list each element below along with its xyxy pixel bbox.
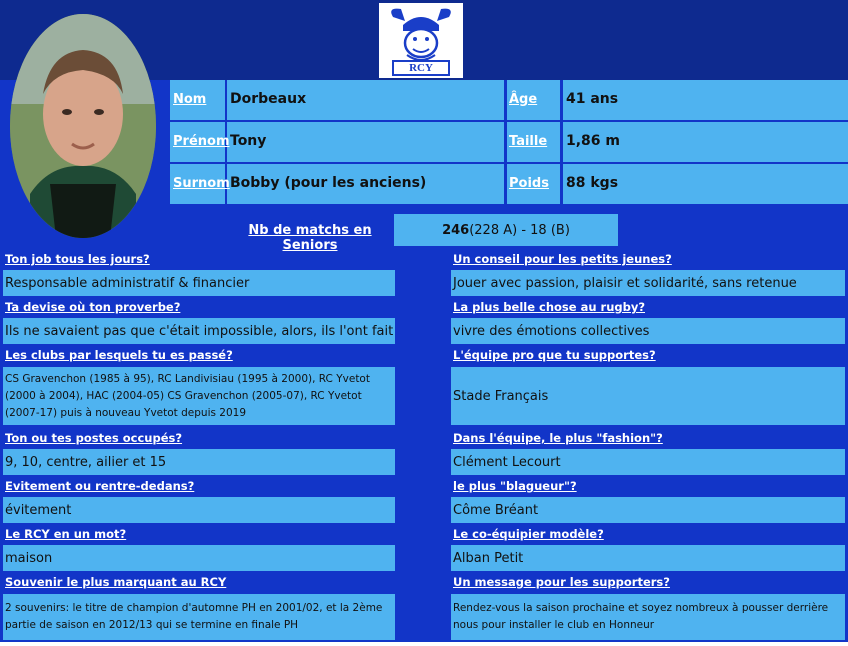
- question-evitement: Evitement ou rentre-dedans?: [5, 479, 195, 493]
- separator: [560, 80, 563, 204]
- taille-label: Taille: [509, 134, 548, 149]
- age-value: 41 ans: [566, 91, 619, 107]
- matches-label: Nb de matchs en Seniors: [248, 223, 372, 253]
- matches-detail: (228 A) - 18 (B): [469, 222, 570, 238]
- answer-job: Responsable administratif & financier: [3, 270, 395, 296]
- answer-message: Rendez-vous la saison prochaine et soyez nombreux à pousser derrière nous pour installer le club en Honneur: [451, 594, 845, 640]
- poids-value: 88 kgs: [566, 175, 619, 191]
- answer-souvenir: 2 souvenirs: le titre de champion d'automne PH en 2001/02, et la 2ème partie de saison en 2012/13 qui se termine en finale PH: [3, 594, 395, 640]
- prenom-label: Prénom: [173, 134, 230, 149]
- answer-rcy-mot: maison: [3, 545, 395, 571]
- answer-clubs: CS Gravenchon (1985 à 95), RC Landivisiau (1995 à 2000), RC Yvetot (2000 à 2004), HAC (2004-05) CS Gravenchon (2005-07), RC Yvetot (2007-17) puis à nouveau Yvetot depuis 2019: [3, 367, 395, 425]
- answer-coequipier: Alban Petit: [451, 545, 845, 571]
- matches-box: [394, 214, 618, 246]
- question-souvenir: Souvenir le plus marquant au RCY: [5, 575, 227, 589]
- separator: [504, 80, 507, 204]
- answer-devise: Ils ne savaient pas que c'était impossible, alors, ils l'ont fait: [3, 318, 395, 344]
- surnom-label: Surnom: [173, 176, 230, 191]
- taille-value: 1,86 m: [566, 133, 621, 149]
- question-conseil: Un conseil pour les petits jeunes?: [453, 252, 672, 266]
- question-postes: Ton ou tes postes occupés?: [5, 431, 183, 445]
- logo-text: RCY: [409, 62, 433, 74]
- nom-value: Dorbeaux: [230, 91, 307, 107]
- question-clubs: Les clubs par lesquels tu es passé?: [5, 348, 233, 362]
- age-label: Âge: [509, 92, 538, 107]
- answer-evitement: évitement: [3, 497, 395, 523]
- nom-label: Nom: [173, 92, 207, 107]
- question-equipe-pro: L'équipe pro que tu supportes?: [453, 348, 656, 362]
- question-message: Un message pour les supporters?: [453, 575, 670, 589]
- question-fashion: Dans l'équipe, le plus "fashion"?: [453, 431, 663, 445]
- answer-postes: 9, 10, centre, ailier et 15: [3, 449, 395, 475]
- answer-belle-chose: vivre des émotions collectives: [451, 318, 845, 344]
- answer-conseil: Jouer avec passion, plaisir et solidarité, sans retenue: [451, 270, 845, 296]
- answer-blagueur: Côme Bréant: [451, 497, 845, 523]
- question-coequipier: Le co-équipier modèle?: [453, 527, 604, 541]
- question-blagueur: le plus "blagueur"?: [453, 479, 577, 493]
- question-devise: Ta devise où ton proverbe?: [5, 300, 181, 314]
- question-rcy-mot: Le RCY en un mot?: [5, 527, 127, 541]
- question-job: Ton job tous les jours?: [5, 252, 150, 266]
- surnom-value: Bobby (pour les anciens): [230, 175, 427, 191]
- matches-total: 246: [442, 222, 470, 238]
- poids-label: Poids: [509, 176, 549, 191]
- club-logo: [379, 3, 463, 78]
- player-photo: [10, 14, 156, 238]
- question-belle-chose: La plus belle chose au rugby?: [453, 300, 646, 314]
- prenom-value: Tony: [230, 133, 267, 149]
- answer-fashion: Clément Lecourt: [451, 449, 845, 475]
- answer-equipe-pro: Stade Français: [451, 367, 845, 425]
